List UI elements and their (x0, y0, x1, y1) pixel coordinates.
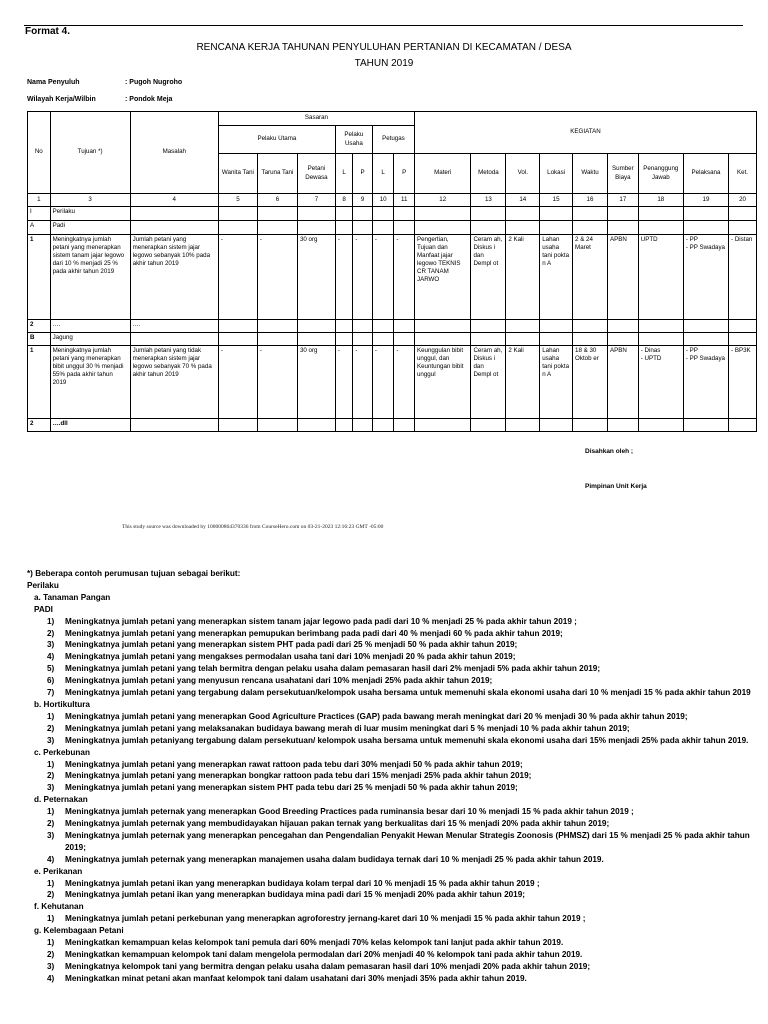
category-title: f. Kehutanan (34, 902, 84, 912)
list-item (27, 782, 752, 794)
list-item-number: 2) (47, 628, 55, 638)
cell-materi: Keunggulan bibit unggul, dan Keuntungan bibit unggul (414, 346, 470, 419)
cell-sumber-biaya: APBN (607, 346, 638, 419)
list-item (27, 759, 752, 771)
list-item-number: 1) (47, 938, 55, 948)
table-row-jagung-1 (28, 346, 757, 419)
cell-vol: 2 Kali (506, 346, 540, 419)
list-item-number: 5) (47, 664, 55, 674)
list-item-text: Meningkatnya jumlah petani yang menerapkan Good Agriculture Practices (GAP) pada bawang merah meningkat dari 20 % menjadi 30 % pada akhir tahun 2019; (65, 711, 688, 721)
section-label: Padi (50, 221, 130, 235)
list-item-text: Meningkatnya jumlah petani ikan yang menerapkan budidaya kolam terpal dari 10 % menjadi 15 % pada akhir tahun 2019 ; (65, 878, 540, 888)
col-number: 9 (353, 194, 373, 207)
header-sumber-biaya: Sumber Biaya (607, 154, 638, 194)
list-item-number: 2) (47, 890, 55, 900)
wilayah-label: Wilayah Kerja/Wilbin (27, 96, 96, 103)
nama-penyuluh-value: : Pugoh Nugroho (125, 79, 183, 86)
cell-metoda: Ceram ah, Diskus i dan Dempl ot (471, 235, 506, 320)
header-materi: Materi (414, 154, 470, 194)
header-l-usaha: L (335, 154, 352, 194)
header-vol: Vol. (506, 154, 540, 194)
list-item-number: 3) (47, 961, 55, 971)
cell-waktu: 2 & 24 Maret (573, 235, 608, 320)
wilayah-row (27, 96, 173, 103)
cell-tujuan: Meningkatnya jumlah petani yang menerapkan sistem tanam jajar legowo dari 10 % menjadi 25 % pada akhir tahun 2019 (50, 235, 130, 320)
list-item-number: 2) (47, 950, 55, 959)
col-number: 4 (130, 194, 218, 207)
list-item (27, 806, 752, 818)
list-tanaman-pangan (27, 616, 752, 699)
table-row-padi-1 (28, 235, 757, 320)
list-item (27, 961, 752, 973)
header-penanggung-jawab: Penanggung Jawab (638, 154, 683, 194)
list-item-text: Meningkatnya jumlah peternak yang menerapkan pencegahan dan Pengendalian Penyakit Hewan Menular Strategis Zoonosis (PHMSZ) dari 15 % menjadi 25 % pada akhir tahun 2019; (65, 830, 750, 852)
notes-perilaku: Perilaku (27, 580, 59, 590)
list-item-number: 3) (47, 640, 55, 650)
cell-lokasi: Lahan usaha tani pokta n A (540, 235, 573, 320)
section-row-padi (28, 221, 757, 235)
col-number: 7 (297, 194, 335, 207)
section-num: I (28, 207, 51, 221)
cell-p-usaha: - (353, 235, 373, 320)
row-no: 2 (28, 320, 51, 333)
column-number-row (28, 194, 757, 207)
category-title: d. Peternakan (34, 795, 88, 805)
cell-masalah: Jumlah petani yang tidak menerapkan sistem jajar legowo sebanyak 70 % pada akhir tahun 2019 (130, 346, 218, 419)
cell-l-usaha: - (335, 235, 352, 320)
list-item-number: 4) (47, 652, 55, 662)
cell-lokasi: Lahan usaha tani pokta n A (540, 346, 573, 419)
list-item-number: 2) (47, 723, 55, 733)
list-item-number: 2) (47, 819, 55, 829)
header-metoda: Metoda (471, 154, 506, 194)
header-sasaran: Sasaran (218, 112, 414, 126)
list-item-number: 2) (47, 771, 55, 781)
list-item-text: Meningkatnya jumlah petani yang tergabung dalam persekutuan/kelompok usaha bersama untuk memenuhi skala ekonomi usaha dari 10 % menjadi 15 % pada akhir tahun 2019 (65, 688, 751, 698)
cell-masalah: …. (130, 320, 218, 333)
category-title: a. Tanaman Pangan (34, 592, 111, 602)
section-num: A (28, 221, 51, 235)
notes-section (27, 568, 752, 985)
header-taruna-tani: Taruna Tani (257, 154, 297, 194)
list-item (27, 878, 752, 890)
cell-penanggung-jawab: - Dinas - UPTD (638, 346, 683, 419)
list-item-number: 1) (47, 711, 55, 721)
cell-tujuan: Meningkatnya jumlah petani yang menerapkan bibit unggul 30 % menjadi 55% pada akhir tahun 2019 (50, 346, 130, 419)
header-lokasi: Lokasi (540, 154, 573, 194)
rencana-kerja-table (27, 111, 757, 432)
row-no: 1 (28, 346, 51, 419)
subcategory-padi: PADI (34, 604, 53, 614)
list-item-text: Meningkatnya jumlah petani yang menerapkan bongkar rattoon pada tebu dari 15% menjadi 25% pada akhir tahun 2019; (65, 771, 532, 781)
col-number: 3 (50, 194, 130, 207)
list-item (27, 973, 752, 985)
col-number: 15 (540, 194, 573, 207)
cell-penanggung-jawab: UPTD (638, 235, 683, 320)
list-item-text: Meningkatkan minat petani akan manfaat kelompok tani dalam usahatani dari 30% menjadi 35% pada akhir tahun 2019. (65, 973, 527, 983)
list-item-number: 3) (47, 783, 55, 793)
cell-taruna-tani: - (257, 235, 297, 320)
cell-wanita-tani: - (218, 235, 257, 320)
cell-masalah: Jumlah petani yang menerapkan sistem jajar legowo sebanyak 10% pada akhir tahun 2019 (130, 235, 218, 320)
list-item-text: Meningkatnya jumlah petani yang mengakses permodalan usaha tani dari 10% menjadi 20 % pada akhir tahun 2019; (65, 652, 516, 662)
document-title: RENCANA KERJA TAHUNAN PENYULUHAN PERTANIAN DI KECAMATAN / DESA (196, 42, 572, 53)
cell-taruna-tani: - (257, 346, 297, 419)
header-masalah: Masalah (130, 112, 218, 194)
cell-tujuan: …. (50, 320, 130, 333)
list-item (27, 818, 752, 830)
cell-p-petugas: - (394, 346, 415, 419)
list-item-text: Meningkatnya jumlah peternak yang menerapkan manajemen usaha dalam budidaya ternak dari 10 % menjadi 25 % pada akhir tahun 2019. (65, 854, 604, 864)
header-p-usaha: P (353, 154, 373, 194)
disahkan-label: Disahkan oleh ; (585, 448, 634, 455)
list-item-text: Meningkatnya jumlah peternak yang menerapkan Good Breeding Practices pada ruminansia besar dari 10 % menjadi 15 % pada akhir tahun 2019 ; (65, 807, 634, 817)
col-number: 13 (471, 194, 506, 207)
col-number: 14 (506, 194, 540, 207)
header-wanita-tani: Wanita Tani (218, 154, 257, 194)
list-item-text: Meningkatnya jumlah peternak yang membudidayakan hijauan pakan ternak yang berkualitas dari 15 % menjadi 20% pada akhir tahun 2019; (65, 819, 610, 829)
category-title: c. Perkebunan (34, 747, 90, 757)
cell-pelaksana: - PP - PP Swadaya (683, 346, 728, 419)
list-item (27, 639, 752, 651)
list-item-number: 1) (47, 759, 55, 769)
col-number: 18 (638, 194, 683, 207)
table-row-padi-2 (28, 320, 757, 333)
list-item-number: 1) (47, 878, 55, 888)
list-item (27, 949, 752, 961)
list-item-text: Meningkatnya jumlah petani yang menerapkan sistem tanam jajar legowo pada padi dari 10 % menjadi 25 % pada akhir tahun 2019 ; (65, 616, 577, 626)
header-petani-dewasa: Petani Dewasa (297, 154, 335, 194)
list-kehutanan (27, 913, 752, 925)
notes-intro: *) Beberapa contoh perumusan tujuan sebagai berikut: (27, 569, 241, 578)
col-number: 8 (335, 194, 352, 207)
list-item-text: Meningkatnya jumlah petani perkebunan yang menerapkan agroforestry jernang-karet dari 10 % menjadi 15 % pada akhir tahun 2019 ; (65, 914, 586, 924)
col-number: 20 (729, 194, 757, 207)
header-ket: Ket. (729, 154, 757, 194)
cell-l-petugas: - (372, 346, 394, 419)
list-item-text: Meningkatkan kemampuan kelas kelompok tani pemula dari 60% menjadi 70% kelas kelompok tani lanjut pada akhir tahun 2019. (65, 938, 564, 948)
category-title: e. Perikanan (34, 866, 83, 876)
list-hortikultura (27, 711, 752, 747)
list-item (27, 889, 752, 901)
col-number: 11 (394, 194, 415, 207)
cell-p-petugas: - (394, 235, 415, 320)
header-kegiatan: KEGIATAN (414, 112, 756, 154)
list-item (27, 687, 752, 699)
list-item (27, 830, 752, 854)
header-petugas: Petugas (372, 126, 414, 154)
list-item-text: Meningkatnya jumlah petani yang melaksanakan budidaya bawang merah di luar musim meningkat dari 5 % menjadi 10 % pada akhir tahun 2019; (65, 723, 630, 733)
list-item-number: 6) (47, 676, 55, 686)
list-item-text: Meningkatnya jumlah petani yang menyusun rencana usahatani dari 10% menjadi 25% pada akhir tahun 2019; (65, 676, 493, 686)
list-item-text: Meningkatnya jumlah petani yang telah bermitra dengan pelaku usaha dalam pemasaran hasil dari 2% menjadi 5% pada akhir tahun 2019; (65, 664, 601, 674)
list-peternakan (27, 806, 752, 866)
cell-p-usaha: - (353, 346, 373, 419)
wilayah-value: : Pondok Meja (125, 96, 173, 103)
col-number: 12 (414, 194, 470, 207)
cell-wanita-tani: - (218, 346, 257, 419)
list-item-text: Meningkatnya jumlah petaniyang tergabung dalam persekutuan/ kelompok usaha bersama untuk memenuhi skala ekonomi usaha dari 15% menjadi 25% pada akhir tahun 2019. (65, 735, 749, 745)
list-item-number: 1) (47, 914, 55, 924)
list-item-number: 1) (47, 616, 55, 626)
list-item (27, 770, 752, 782)
list-kelembagaan (27, 937, 752, 985)
header-p-petugas: P (394, 154, 415, 194)
cell-l-petugas: - (372, 235, 394, 320)
list-item-number: 4) (47, 973, 55, 983)
list-item-text: Meningkatnya jumlah petani yang menerapkan sistem PHT pada padi dari 25 % menjadi 50 % pada akhir tahun 2019; (65, 640, 518, 650)
list-item (27, 616, 752, 628)
pimpinan-label: Pimpinan Unit Kerja (585, 483, 647, 490)
header-pelaku-usaha: Pelaku Usaha (335, 126, 372, 154)
col-number: 6 (257, 194, 297, 207)
section-label: Jagung (50, 333, 130, 346)
format-label: Format 4. (25, 26, 71, 37)
header-pelaksana: Pelaksana (683, 154, 728, 194)
section-label: Perilaku (50, 207, 130, 221)
list-item (27, 711, 752, 723)
list-item-text: Meningkatnya jumlah petani yang menerapkan sistem PHT pada tebu dari 25 % menjadi 50 % pada akhir tahun 2019; (65, 783, 518, 793)
col-number: 5 (218, 194, 257, 207)
list-perkebunan (27, 759, 752, 795)
list-item-text: Meningkatnya jumlah petani yang menerapkan pemupukan berimbang pada padi dari 40 % menjadi 60 % pada akhir tahun 2019; (65, 628, 563, 638)
cell-materi: Pengertian, Tujuan dan Manfaat jajar legowo TEKNIS CR TANAM JARWO (414, 235, 470, 320)
document-year: TAHUN 2019 (354, 58, 414, 69)
cell-ket: - BP3K (729, 346, 757, 419)
table-row-jagung-2 (28, 419, 757, 432)
list-item-number: 7) (47, 688, 55, 698)
list-item-number: 3) (47, 830, 55, 840)
row-no: 1 (28, 235, 51, 320)
cell-ket: - Distan (729, 235, 757, 320)
list-item-number: 4) (47, 854, 55, 864)
header-no: No (28, 112, 51, 194)
list-item-text: Meningkatkan kemampuan kelompok tani dalam mengelola permodalan dari 20% menjadi 40 % kelompok tani pada akhir tahun 2019. (65, 950, 583, 959)
col-number: 10 (372, 194, 394, 207)
list-item (27, 675, 752, 687)
list-item-number: 1) (47, 807, 55, 817)
list-item (27, 854, 752, 866)
list-item-text: Meningkatnya jumlah petani yang menerapkan rawat rattoon pada tebu dari 30% menjadi 50 % pada akhir tahun 2019; (65, 759, 523, 769)
list-item-number: 3) (47, 735, 55, 745)
cell-metoda: Ceram ah, Diskus i dan Dempl ot (471, 346, 506, 419)
col-number: 1 (28, 194, 51, 207)
header-tujuan: Tujuan *) (50, 112, 130, 194)
source-line: This study source was downloaded by 100000864370336 from CourseHero.com on 03-21-2023 12:16:23 GMT -05:00 (122, 524, 384, 530)
nama-penyuluh-label: Nama Penyuluh (27, 79, 80, 86)
list-item (27, 651, 752, 663)
section-num: B (28, 333, 51, 346)
col-number: 19 (683, 194, 728, 207)
col-number: 17 (607, 194, 638, 207)
cell-tujuan: ….dll (50, 419, 130, 432)
list-item-text: Meningkatnya kelompok tani yang bermitra dengan pelaku usaha dalam pemasaran hasil dari 10% menjadi 20% pada akhir tahun 2019; (65, 961, 591, 971)
list-item (27, 723, 752, 735)
list-item (27, 913, 752, 925)
list-item (27, 735, 752, 747)
cell-waktu: 18 & 30 Oktob er (573, 346, 608, 419)
col-number: 16 (573, 194, 608, 207)
cell-petani-dewasa: 30 org (297, 346, 335, 419)
cell-pelaksana: - PP - PP Swadaya (683, 235, 728, 320)
header-waktu: Waktu (573, 154, 608, 194)
list-item (27, 628, 752, 640)
header-pelaku-utama: Pelaku Utama (218, 126, 335, 154)
category-title: b. Hortikultura (34, 699, 90, 709)
cell-petani-dewasa: 30 org (297, 235, 335, 320)
cell-vol: 2 Kali (506, 235, 540, 320)
list-item-text: Meningkatnya jumlah petani ikan yang menerapkan budidaya mina padi dari 15 % menjadi 20% pada akhir tahun 2019; (65, 890, 526, 900)
row-no: 2 (28, 419, 51, 432)
list-item (27, 663, 752, 675)
section-row-perilaku (28, 207, 757, 221)
list-perikanan (27, 878, 752, 902)
cell-sumber-biaya: APBN (607, 235, 638, 320)
category-title: g. Kelembagaan Petani (34, 926, 124, 936)
list-item (27, 937, 752, 949)
section-row-jagung (28, 333, 757, 346)
nama-penyuluh-row (27, 79, 183, 86)
header-l-petugas: L (372, 154, 394, 194)
cell-l-usaha: - (335, 346, 352, 419)
top-rule (24, 25, 743, 26)
